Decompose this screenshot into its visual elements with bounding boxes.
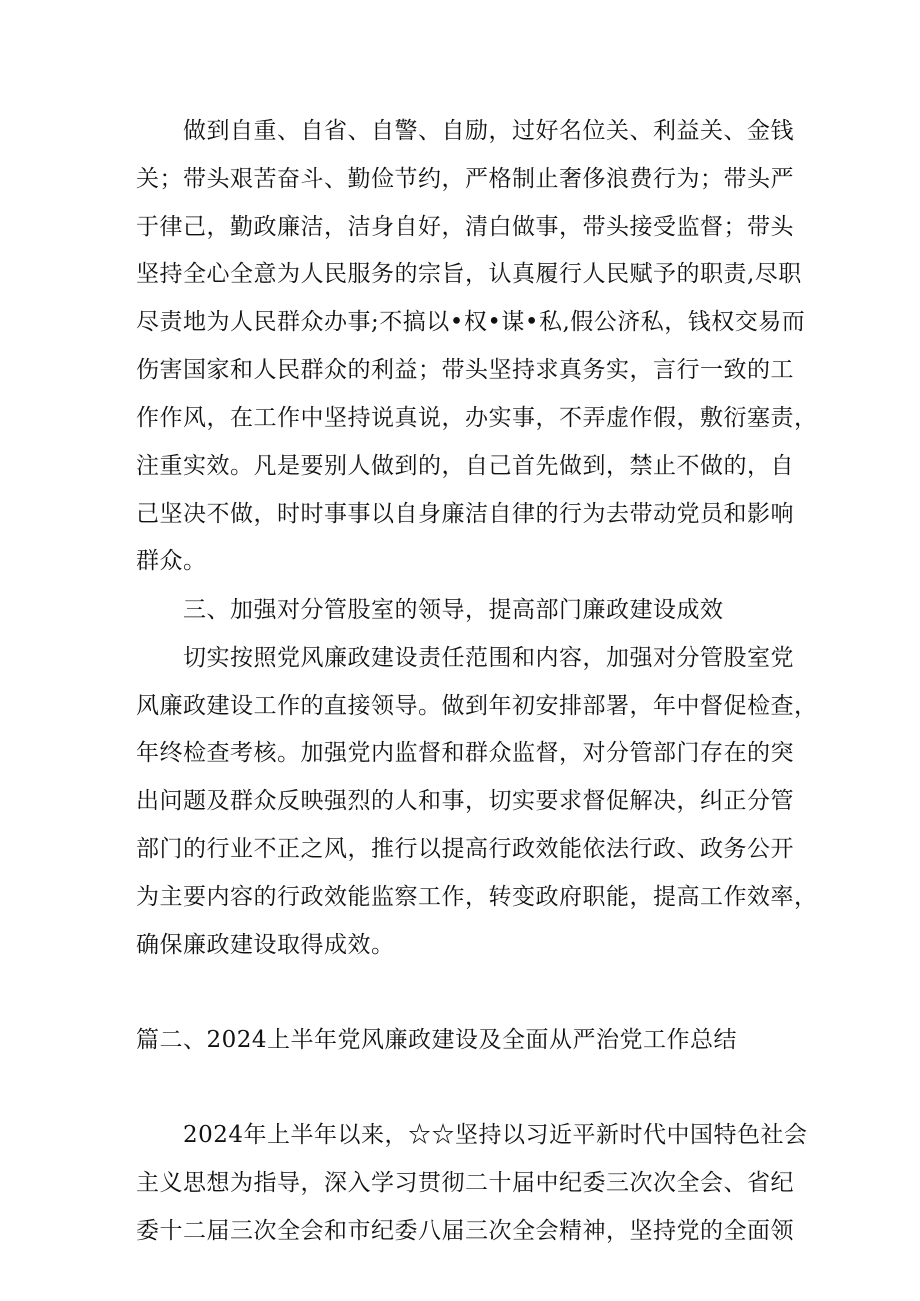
- section-heading: 三、加强对分管股室的领导，提高部门廉政建设成效: [183, 597, 724, 623]
- paragraph-line: 切实按照党风廉政建设责任范围和内容，加强对分管股室党: [183, 645, 794, 671]
- paragraph-line: 主义思想为指导，深入学习贯彻二十届中纪委三次次全会、省纪: [136, 1170, 794, 1196]
- article-title: 篇二、2024上半年党风廉政建设及全面从严治党工作总结: [136, 1027, 738, 1053]
- paragraph-line: 于律己，勤政廉洁，洁身自好，清白做事，带头接受监督；带头: [136, 214, 794, 240]
- paragraph-line: 尽责地为人民群众办事;不搞以•权•谋•私,假公济私，钱权交易而: [136, 309, 806, 335]
- paragraph-line: 己坚决不做，时时事事以自身廉洁自律的行为去带动党员和影响: [136, 501, 794, 527]
- paragraph-line: 部门的行业不正之风，推行以提高行政效能依法行政、政务公开: [136, 836, 794, 862]
- paragraph-line: 委十二届三次全会和市纪委八届三次全会精神，坚持党的全面领: [136, 1218, 794, 1244]
- paragraph-line: 年终检查考核。加强党内监督和群众监督，对分管部门存在的突: [136, 740, 794, 766]
- paragraph-line: 伤害国家和人民群众的利益；带头坚持求真务实，言行一致的工: [136, 357, 794, 383]
- paragraph-line: 注重实效。凡是要别人做到的，自己首先做到，禁止不做的，自: [136, 453, 794, 479]
- paragraph-line: 2024年上半年以来，☆☆坚持以习近平新时代中国特色社会: [183, 1122, 808, 1148]
- paragraph-line: 出问题及群众反映强烈的人和事，切实要求督促解决，纠正分管: [136, 788, 794, 814]
- paragraph-line: 做到自重、自省、自警、自励，过好名位关、利益关、金钱: [183, 118, 794, 144]
- paragraph-line: 为主要内容的行政效能监察工作，转变政府职能，提高工作效率，: [136, 884, 818, 910]
- paragraph-line: 坚持全心全意为人民服务的宗旨，认真履行人民赋予的职责,尽职: [136, 261, 802, 287]
- paragraph-line: 风廉政建设工作的直接领导。做到年初安排部署，年中督促检查，: [136, 693, 818, 719]
- paragraph-line: 群众。: [136, 548, 207, 574]
- paragraph-line: 关；带头艰苦奋斗、勤俭节约，严格制止奢侈浪费行为；带头严: [136, 166, 794, 192]
- paragraph-line: 作作风，在工作中坚持说真说，办实事，不弄虚作假，敷衍塞责，: [136, 405, 818, 431]
- paragraph-line: 确保廉政建设取得成效。: [136, 932, 395, 958]
